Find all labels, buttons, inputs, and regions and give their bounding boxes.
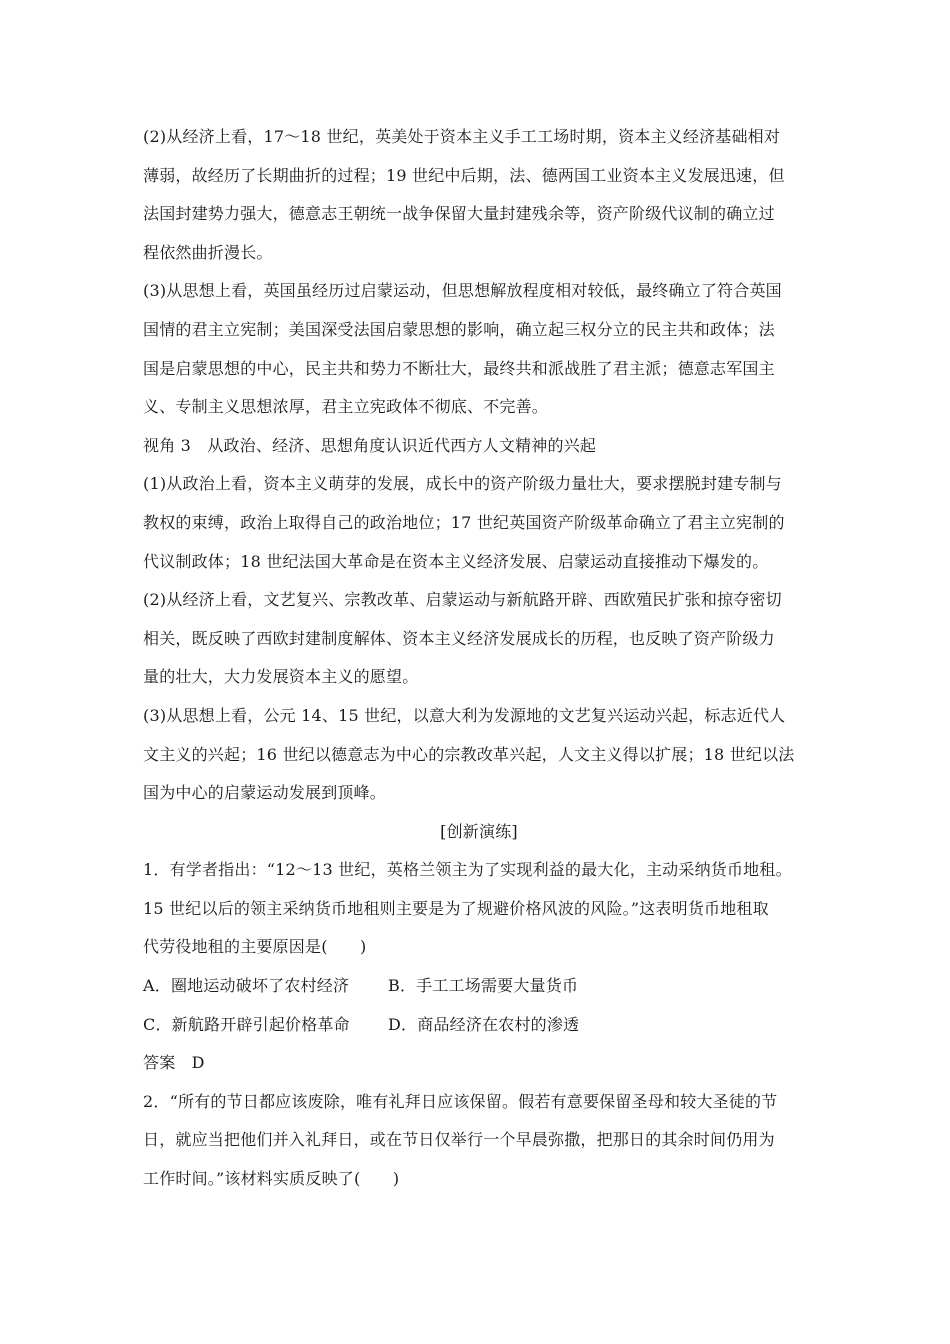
text-line: 国情的君主立宪制；美国深受法国启蒙思想的影响，确立起三权分立的民主共和政体；法 [143,319,775,339]
question-text-line: 2．“所有的节日都应该废除，唯有礼拜日应该保留。假若有意要保留圣母和较大圣徒的节 [143,1091,778,1111]
question-1 [143,851,815,1083]
subsection-heading: 视角 3 从政治、经济、思想角度认识近代西方人文精神的兴起 [143,435,597,455]
question-text-line: 代劳役地租的主要原因是( ) [143,937,367,957]
text-line: (3)从思想上看，公元 14、15 世纪，以意大利为发源地的文艺复兴运动兴起，标志近代人 [143,705,786,725]
text-line: (2)从经济上看，文艺复兴、宗教改革、启蒙运动与新航路开辟、西欧殖民扩张和掠夺密切 [143,590,782,610]
text-line: 量的壮大，大力发展资本主义的愿望。 [143,667,419,687]
question-text-line: 工作时间。”该材料实质反映了( ) [143,1169,400,1189]
options-row [143,1006,815,1045]
text-line: 教权的束缚，政治上取得自己的政治地位；17 世纪英国资产阶级革命确立了君主立宪制的 [143,512,785,532]
question-2 [143,1083,815,1199]
option-d: D．商品经济在农村的渗透 [388,1014,580,1034]
text-line: 国为中心的启蒙运动发展到顶峰。 [143,783,387,803]
question-text-line: 日，就应当把他们并入礼拜日，或在节日仅举行一个早晨弥撒，把那日的其余时间仍用为 [143,1130,775,1150]
answer-line: 答案 D [143,1053,205,1073]
text-line: 义、专制主义思想浓厚，君主立宪政体不彻底、不完善。 [143,397,549,417]
text-line: (3)从思想上看，英国虽经历过启蒙运动，但思想解放程度相对较低，最终确立了符合英国 [143,281,782,301]
text-line: 程依然曲折漫长。 [143,242,273,262]
text-line: (2)从经济上看，17～18 世纪，英美处于资本主义手工工场时期，资本主义经济基础相对 [143,127,781,146]
text-line: 法国封建势力强大，德意志王朝统一战争保留大量封建残余等，资产阶级代议制的确立过 [143,204,775,224]
text-line: 文主义的兴起；16 世纪以德意志为中心的宗教改革兴起，人文主义得以扩展；18 世纪以法 [143,744,795,764]
option-a: A．圈地运动破坏了农村经济 [143,976,350,996]
text-line: 国是启蒙思想的中心，民主共和势力不断壮大，最终共和派战胜了君主派；德意志军国主 [143,358,775,378]
option-b: B．手工工场需要大量货币 [388,976,579,996]
text-line: (1)从政治上看，资本主义萌芽的发展，成长中的资产阶级力量壮大，要求摆脱封建专制与 [143,474,782,494]
section-title: [创新演练] [440,821,518,841]
document-page [143,118,815,1199]
text-line: 相关，既反映了西欧封建制度解体、资本主义经济发展成长的历程，也反映了资产阶级力 [143,628,775,648]
option-c: C．新航路开辟引起价格革命 [143,1014,350,1034]
question-text-line: 15 世纪以后的领主采纳货币地租则主要是为了规避价格风波的风险。”这表明货币地租取 [143,898,769,918]
question-text-line: 1．有学者指出：“12～13 世纪，英格兰领主为了实现利益的最大化，主动采纳货币地租。 [143,860,792,880]
text-line: 代议制政体；18 世纪法国大革命是在资本主义经济发展、启蒙运动直接推动下爆发的。 [143,551,769,571]
options-row [143,967,815,1006]
text-line: 薄弱，故经历了长期曲折的过程；19 世纪中后期，法、德两国工业资本主义发展迅速，但 [143,165,785,185]
